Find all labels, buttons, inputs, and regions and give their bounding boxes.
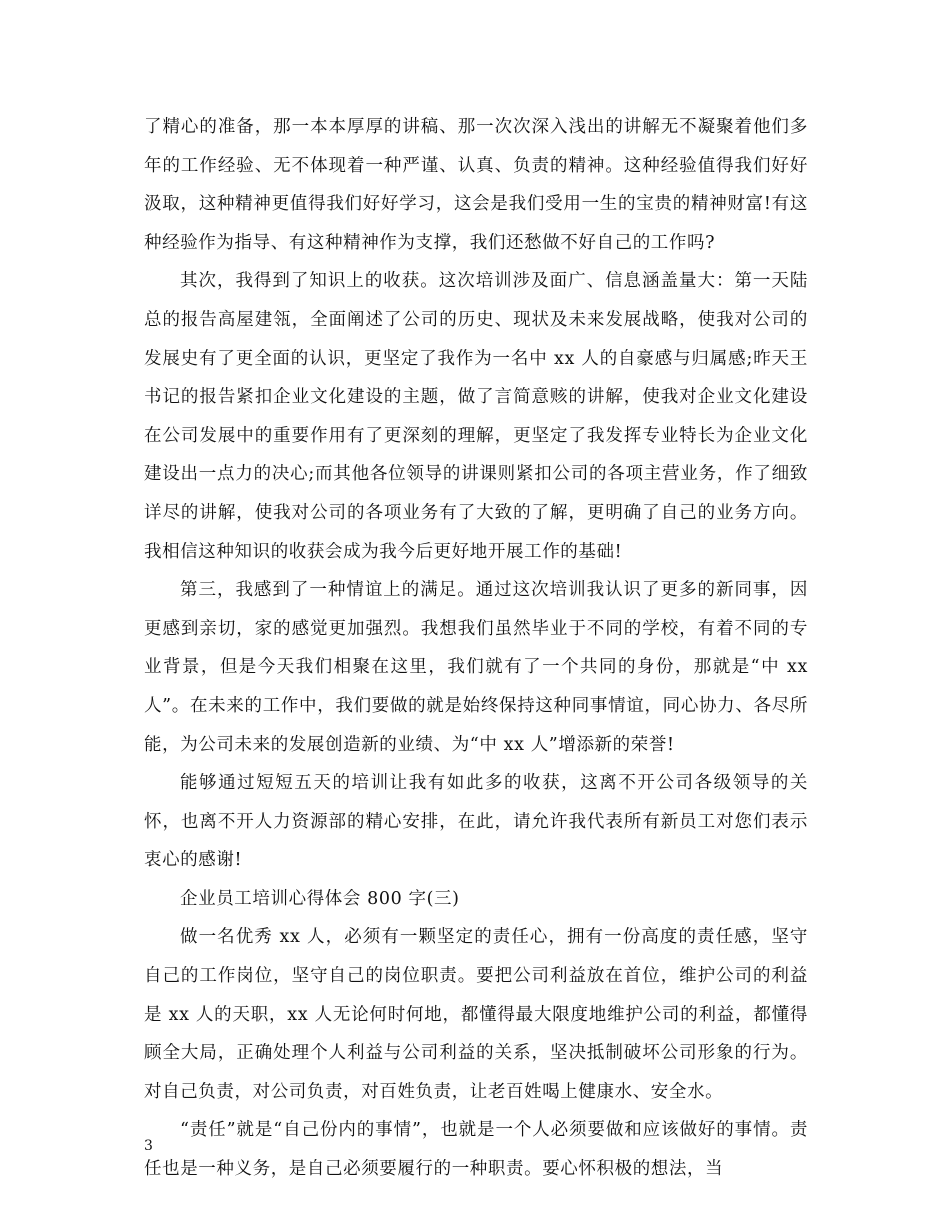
page-number: 3 [144,1138,153,1154]
paragraph-1: 了精心的准备，那一本本厚厚的讲稿、那一次次深入浅出的讲解无不凝聚着他们多年的工作经验、无不体现着一种严谨、认真、负责的精神。这种经验值得我们好好汲取，这种精神更值得我们好好学习，这会是我们受用一生的宝贵的精神财富!有这种经验作为指导、有这种精神作为支撑，我们还愁做不好自己的工作吗? [144,117,808,253]
paragraph-5: 做一名优秀 xx 人，必须有一颗坚定的责任心，拥有一份高度的责任感，坚守自己的工作岗位，坚守自己的岗位职责。要把公司利益放在首位，维护公司的利益是 xx 人的天职，xx 人无论何时何地，都懂得最大限度地维护公司的利益，都懂得顾全大局，正确处理个人利益与公司利益的关系，坚决抵制破坏公司形象的行为。对自己负责，对公司负责，对百姓负责，让老百姓喝上健康水、安全水。 [144,927,808,1102]
document-body [144,108,808,1189]
paragraph-4: 能够通过短短五天的培训让我有如此多的收获，这离不开公司各级领导的关怀，也离不开人力资源部的精心安排，在此，请允许我代表所有新员工对您们表示衷心的感谢! [144,773,808,871]
paragraph-6: “责任”就是“自己份内的事情”，也就是一个人必须要做和应该做好的事情。责任也是一种义务，是自己必须要履行的一种职责。要心怀积极的想法，当 [144,1120,808,1180]
paragraph-3: 第三，我感到了一种情谊上的满足。通过这次培训我认识了更多的新同事，因更感到亲切，家的感觉更加强烈。我想我们虽然毕业于不同的学校，有着不同的专业背景，但是今天我们相聚在这里，我们就有了一个共同的身份，那就是“中 xx 人”。在未来的工作中，我们要做的就是始终保持这种同事情谊，同心协力、各尽所能，为公司未来的发展创造新的业绩、为“中 xx 人”增添新的荣誉! [144,580,808,755]
section-heading: 企业员工培训心得体会 800 字(三) [180,888,460,909]
paragraph-2: 其次，我得到了知识上的收获。这次培训涉及面广、信息涵盖量大：第一天陆总的报告高屋建瓴，全面阐述了公司的历史、现状及未来发展战略，使我对公司的发展史有了更全面的认识，更坚定了我作为一名中 xx 人的自豪感与归属感;昨天王书记的报告紧扣企业文化建设的主题，做了言简意赅的讲解，使我对企业文化建设在公司发展中的重要作用有了更深刻的理解，更坚定了我发挥专业特长为企业文化建设出一点力的决心;而其他各位领导的讲课则紧扣公司的各项主营业务，作了细致详尽的讲解，使我对公司的各项业务有了大致的了解，更明确了自己的业务方向。我相信这种知识的收获会成为我今后更好地开展工作的基础! [144,271,808,562]
